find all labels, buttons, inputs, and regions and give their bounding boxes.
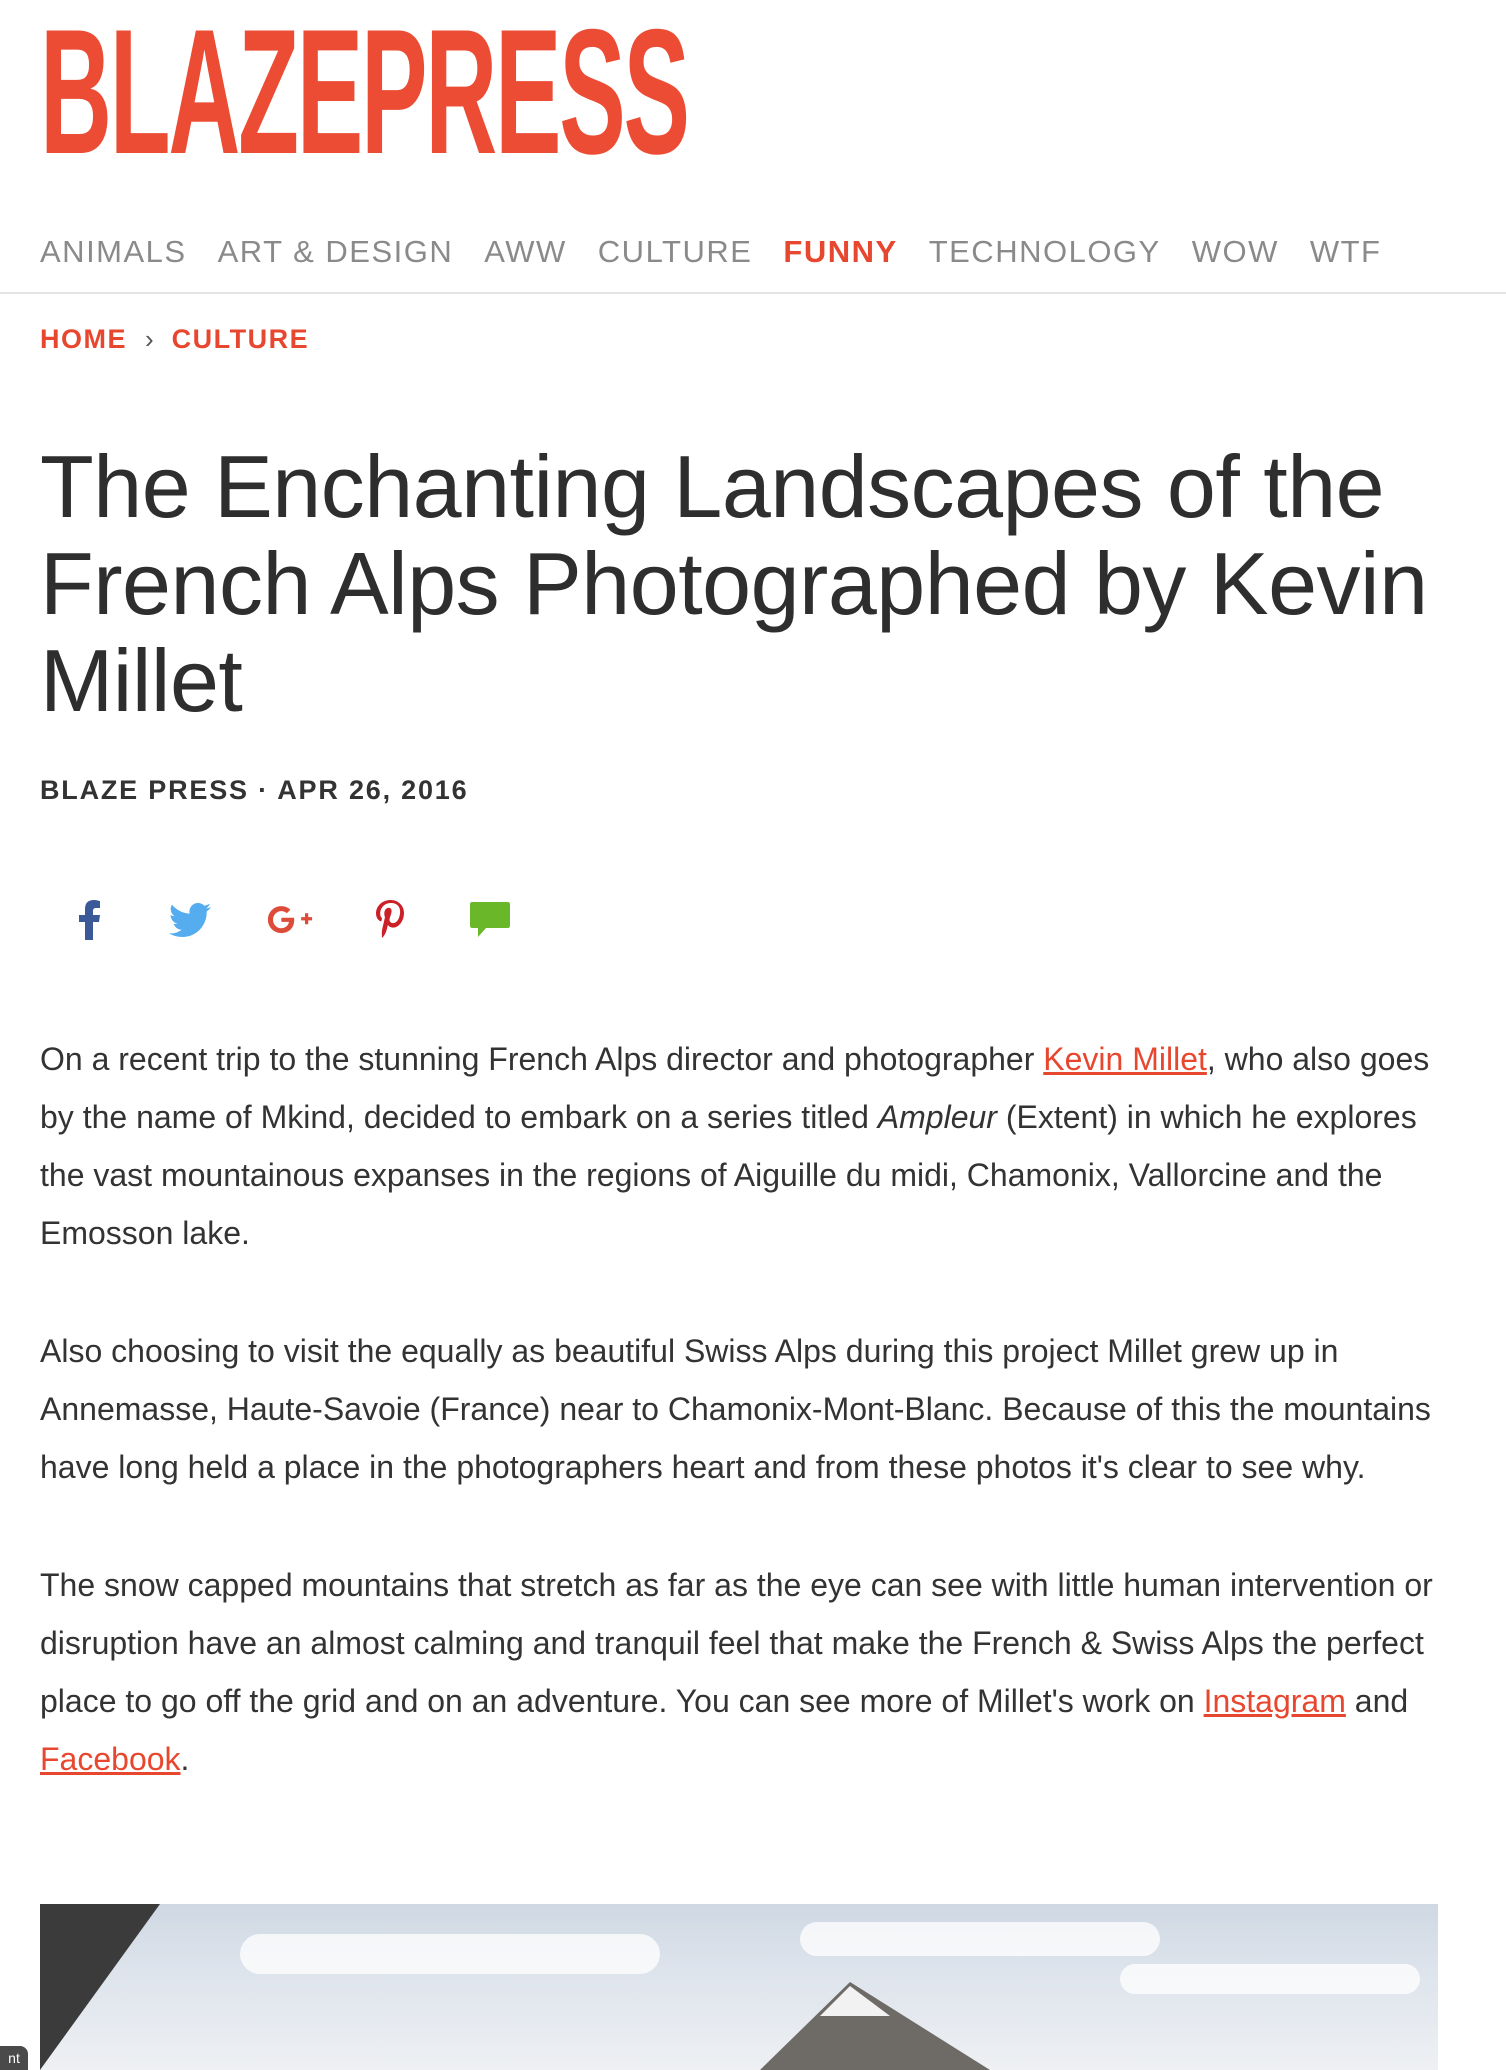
nav-item-art-design[interactable]: ART & DESIGN — [217, 234, 454, 269]
byline-separator: · — [248, 775, 278, 805]
comment-icon[interactable] — [466, 896, 514, 944]
paragraph-2: Also choosing to visit the equally as beautiful Swiss Alps during this project Millet grew up in Annemasse, Haute-Savoie (France) near to Chamonix-Mont-Blanc. Because of this the mountains have long held a place in the photographers heart and from these photos it's clear to see why. — [40, 1333, 1431, 1485]
breadcrumb — [40, 321, 309, 357]
facebook-link[interactable]: Facebook — [40, 1741, 181, 1777]
cloud-shape — [800, 1922, 1160, 1956]
main-nav — [40, 232, 1413, 272]
mountain-rock-shape — [40, 1904, 160, 2070]
nav-item-culture[interactable]: CULTURE — [597, 234, 753, 269]
publish-date: APR 26, 2016 — [277, 775, 469, 805]
breadcrumb-culture[interactable]: CULTURE — [171, 324, 310, 354]
pinterest-icon[interactable] — [366, 896, 414, 944]
kevin-millet-link[interactable]: Kevin Millet — [1043, 1041, 1207, 1077]
nav-item-aww[interactable]: AWW — [484, 234, 567, 269]
cloud-shape — [1120, 1964, 1420, 1994]
nav-item-animals[interactable]: ANIMALS — [40, 234, 187, 269]
twitter-icon[interactable] — [166, 896, 214, 944]
paragraph-3: The snow capped mountains that stretch as far as the eye can see with little human intervention or disruption have an almost calming and tranquil feel that make the French & Swiss Alps the perfect place to go off the grid and on an adventure. You can see more of Millet's work on Instagram and Facebook. — [40, 1567, 1433, 1777]
nav-item-wow[interactable]: WOW — [1191, 234, 1279, 269]
side-tab[interactable]: nt — [0, 2046, 28, 2070]
hero-image — [40, 1904, 1438, 2070]
share-bar — [66, 890, 566, 950]
nav-divider — [0, 292, 1506, 294]
snow-cap-shape — [820, 1986, 890, 2016]
article-body — [40, 1030, 1460, 1848]
nav-item-wtf[interactable]: WTF — [1309, 234, 1382, 269]
breadcrumb-home[interactable]: HOME — [40, 324, 127, 354]
google-plus-icon[interactable] — [266, 896, 314, 944]
facebook-icon[interactable] — [66, 896, 114, 944]
author-name: BLAZE PRESS — [40, 775, 249, 805]
logo-text: BLAZEPRESS — [40, 0, 688, 191]
byline — [40, 772, 468, 808]
nav-item-funny[interactable]: FUNNY — [783, 234, 898, 269]
paragraph-1: On a recent trip to the stunning French Alps director and photographer Kevin Millet, who also goes by the name of Mkind, decided to embark on a series titled Ampleur (Extent) in which he explores the vast mountainous expanses in the regions of Aiguille du midi, Chamonix, Vallorcine and the Emosson lake. — [40, 1041, 1430, 1251]
cloud-shape — [240, 1934, 660, 1974]
article-title: The Enchanting Landscapes of the French Alps Photographed by Kevin Millet — [40, 437, 1428, 730]
chevron-right-icon: › — [145, 324, 154, 354]
instagram-link[interactable]: Instagram — [1203, 1683, 1346, 1719]
nav-item-technology[interactable]: TECHNOLOGY — [928, 234, 1161, 269]
series-title: Ampleur — [877, 1099, 997, 1135]
site-logo[interactable] — [40, 0, 1197, 191]
